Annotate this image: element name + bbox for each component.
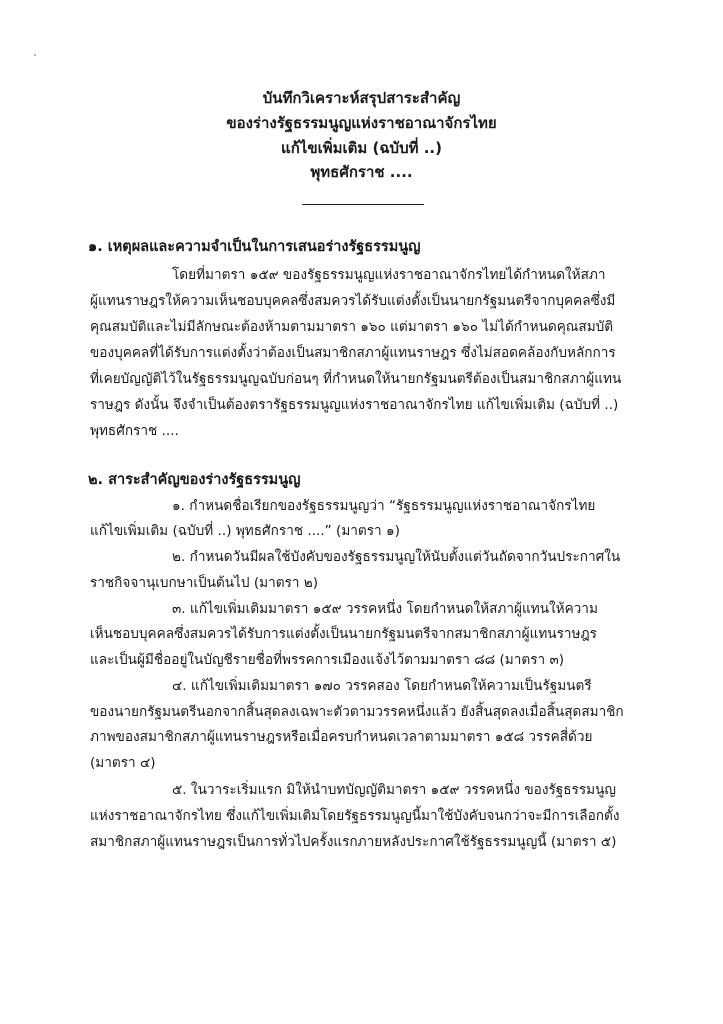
section-2-line: เห็นชอบบุคคลซึ่งสมควรได้รับการแต่งตั้งเป็นนายกรัฐมนตรีจากสมาชิกสภาผู้แทนราษฎร: [90, 626, 597, 642]
section-2-line: แก้ไขเพิ่มเติม (ฉบับที่ ..) พุทธศักราช ....” (มาตรา ๑): [90, 523, 400, 539]
section-1-line: ที่เคยบัญญัติไว้ในรัฐธรรมนูญฉบับก่อนๆ ที่กำหนดให้นายกรัฐมนตรีต้องเป็นสมาชิกสภาผู้แทน: [90, 371, 622, 387]
title-divider: [302, 204, 424, 205]
section-1-line: คุณสมบัติและไม่มีลักษณะต้องห้ามตามมาตรา ๑๖๐ แต่มาตรา ๑๖๐ ไม่ได้กำหนดคุณสมบัติ: [90, 319, 614, 335]
section-2-line: ๒. กำหนดวันมีผลใช้บังคับของรัฐธรรมนูญให้นับตั้งแต่วันถัดจากวันประกาศใน: [172, 549, 621, 565]
title-line-3: แก้ไขเพิ่มเติม (ฉบับที่ ..): [281, 139, 442, 157]
section-2-line: ๔. แก้ไขเพิ่มเติมมาตรา ๑๗๐ วรรคสอง โดยกำหนดให้ความเป็นรัฐมนตรี: [172, 678, 592, 694]
title-line-2: ของร่างรัฐธรรมนูญแห่งราชอาณาจักรไทย: [226, 114, 497, 132]
section-1-line: พุทธศักราช ....: [90, 423, 179, 439]
section-1-line: ผู้แทนราษฎรให้ความเห็นชอบบุคคลซึ่งสมควรได้รับแต่งตั้งเป็นนายกรัฐมนตรีจากบุคคลซึ่งมี: [90, 293, 616, 309]
section-2-heading: ๒. สาระสำคัญของร่างรัฐธรรมนูญ: [88, 472, 301, 488]
section-2-line: ๕. ในวาระเริ่มแรก มิให้นำบทบัญญัติมาตรา ๑๕๙ วรรคหนึ่ง ของรัฐธรรมนูญ: [172, 782, 616, 798]
title-line-4: พุทธศักราช ....: [310, 163, 413, 181]
section-1-line: ราษฎร ดังนั้น จึงจำเป็นต้องตรารัฐธรรมนูญแห่งราชอาณาจักรไทย แก้ไขเพิ่มเติม (ฉบับที่ ..): [90, 397, 619, 413]
title-line-1: บันทึกวิเคราะห์สรุปสาระสำคัญ: [262, 89, 461, 107]
section-2-line: ของนายกรัฐมนตรีนอกจากสิ้นสุดลงเฉพาะตัวตามวรรคหนึ่งแล้ว ยังสิ้นสุดลงเมื่อสิ้นสุดสมาชิก: [90, 704, 624, 720]
section-2-line: ๓. แก้ไขเพิ่มเติมมาตรา ๑๕๙ วรรคหนึ่ง โดยกำหนดให้สภาผู้แทนให้ความ: [172, 601, 598, 617]
scan-speck: [34, 54, 36, 56]
section-1-heading: ๑. เหตุผลและความจำเป็นในการเสนอร่างรัฐธรรมนูญ: [88, 239, 421, 255]
section-2-line: สมาชิกสภาผู้แทนราษฎรเป็นการทั่วไปครั้งแรกภายหลังประกาศใช้รัฐธรรมนูญนี้ (มาตรา ๕): [90, 834, 617, 850]
section-2-line: ๑. กำหนดชื่อเรียกของรัฐธรรมนูญว่า “รัฐธรรมนูญแห่งราชอาณาจักรไทย: [172, 498, 596, 514]
section-2-line: ราชกิจจานุเบกษาเป็นต้นไป (มาตรา ๒): [90, 575, 319, 591]
section-2-line: ภาพของสมาชิกสภาผู้แทนราษฎรหรือเมื่อครบกำหนดเวลาตามมาตรา ๑๕๘ วรรคสี่ด้วย: [90, 729, 593, 745]
section-1-line: โดยที่มาตรา ๑๕๙ ของรัฐธรรมนูญแห่งราชอาณาจักรไทยได้กำหนดให้สภา: [172, 267, 606, 283]
section-1-line: ของบุคคลที่ได้รับการแต่งตั้งว่าต้องเป็นสมาชิกสภาผู้แทนราษฎร ซึ่งไม่สอดคล้องกับหลักการ: [90, 345, 616, 361]
section-2-line: แห่งราชอาณาจักรไทย ซึ่งแก้ไขเพิ่มเติมโดยรัฐธรรมนูญนี้มาใช้บังคับจนกว่าจะมีการเลือกตั้ง: [90, 808, 620, 824]
section-2-line: (มาตรา ๔): [90, 755, 156, 771]
section-2-line: และเป็นผู้มีชื่ออยู่ในบัญชีรายชื่อที่พรรคการเมืองแจ้งไว้ตามมาตรา ๘๘ (มาตรา ๓): [90, 652, 565, 668]
